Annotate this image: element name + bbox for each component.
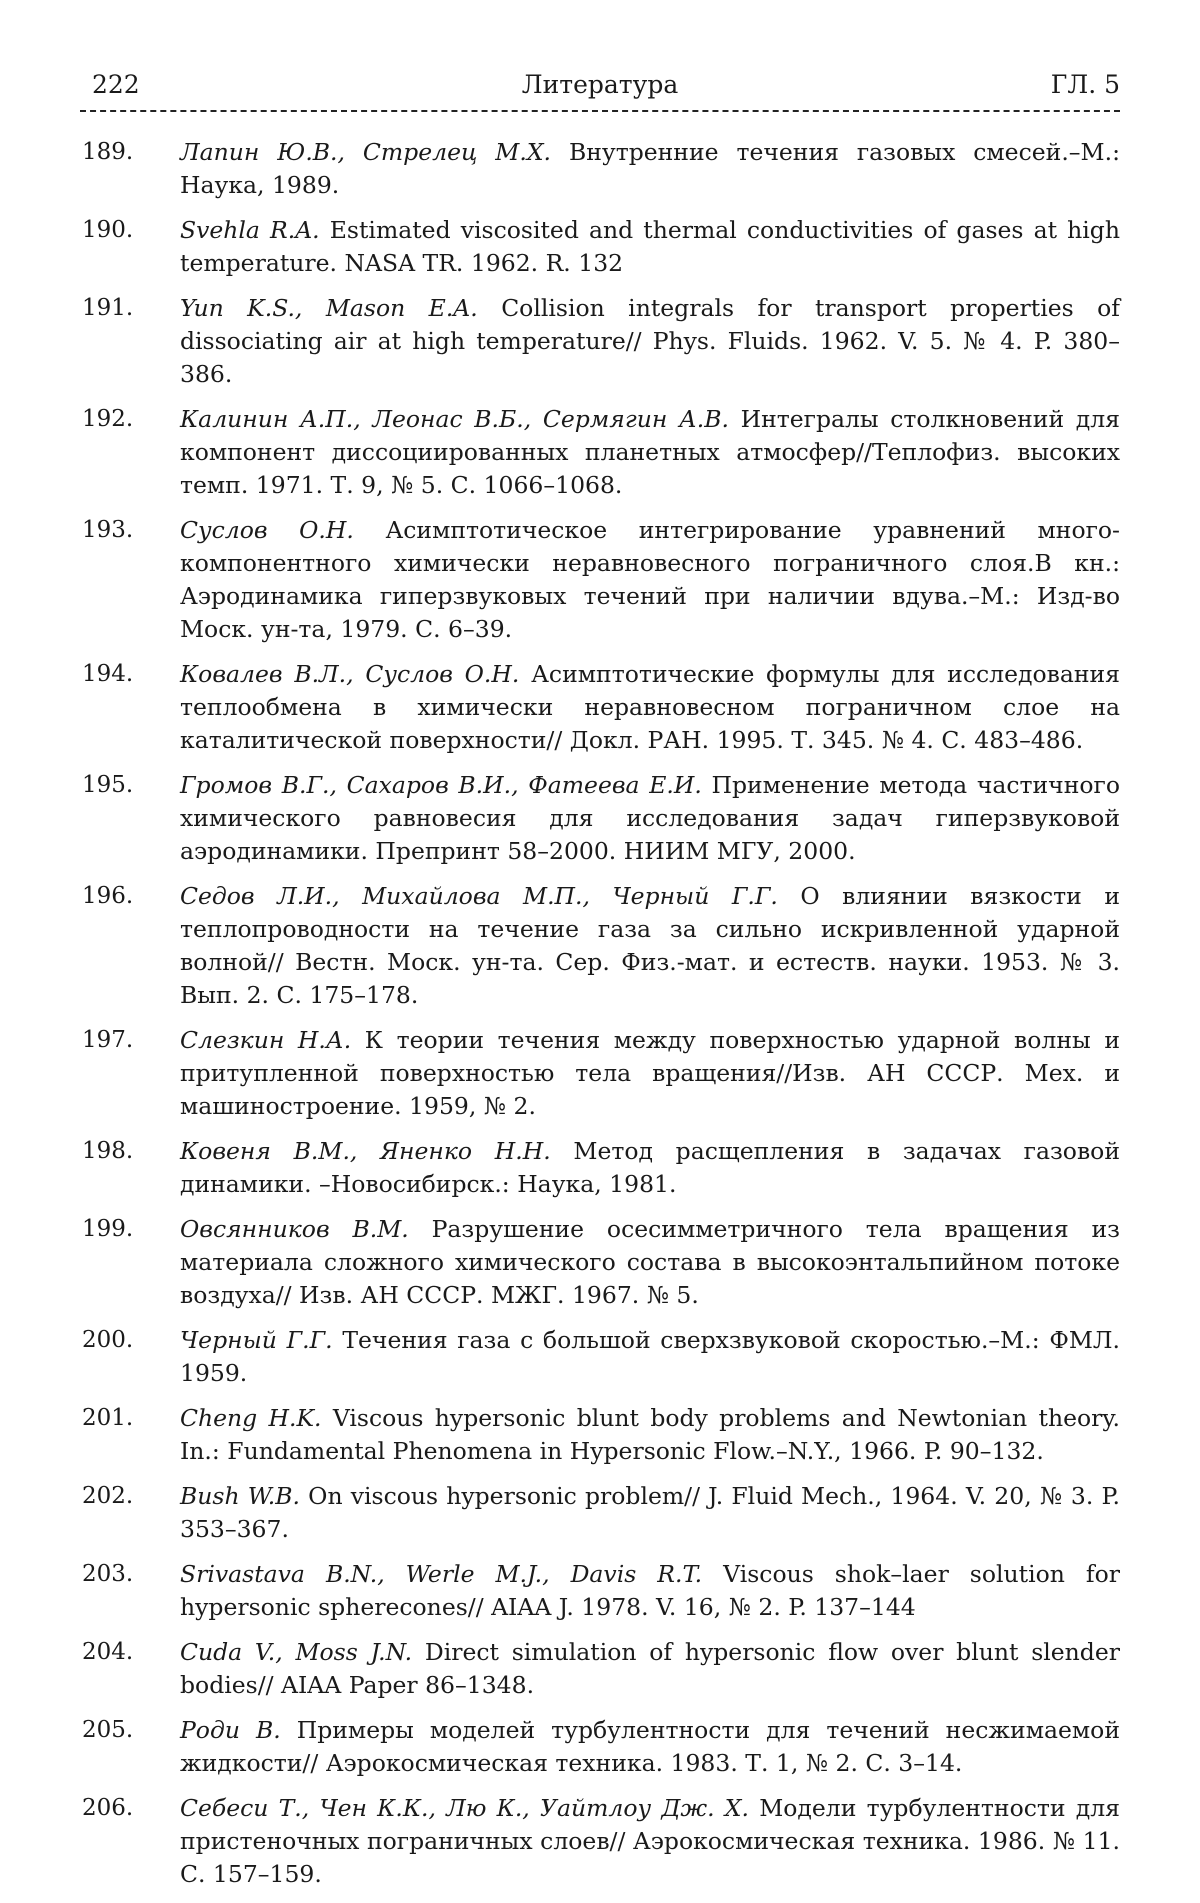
reference-number: 192. — [82, 406, 134, 432]
reference-body — [180, 658, 1120, 757]
reference-body — [180, 1714, 1120, 1780]
reference-number: 203. — [82, 1561, 134, 1587]
reference-text: Применение метода частичного химического равновесия для исследования задач гиперзвуковой аэродинамики. Препринт 58–2000. НИИМ МГУ, 2000. — [180, 771, 1120, 865]
reference-item — [80, 1636, 1120, 1702]
reference-text: Асимптотическое интегрирование уравнений много-компонентного химически неравновесного пограничного слоя.В кн.: Аэродинамика гиперзвуковых течений при наличии вдува.–М.: Изд-во Моск. ун-та, 1979. С. 6–39. — [180, 516, 1121, 643]
reference-number: 190. — [82, 217, 134, 243]
reference-number: 195. — [82, 772, 134, 798]
reference-text: Estimated viscosited and thermal conductivities of gases at high temperature. NASA TR. 1962. R. 132 — [180, 216, 1120, 277]
reference-text: Viscous shok–laer solution for hypersonic spherecones// AIAA J. 1978. V. 16, № 2. P. 137–144 — [180, 1560, 1120, 1621]
reference-number: 194. — [82, 661, 134, 687]
reference-body — [180, 1558, 1120, 1624]
reference-text: Collision integrals for transport properties of dissociating air at high temperature// Phys. Fluids. 1962. V. 5. № 4. P. 380–386. — [180, 294, 1120, 388]
reference-number: 189. — [82, 139, 134, 165]
reference-authors: Bush W.B. — [180, 1482, 301, 1510]
reference-item — [80, 1213, 1120, 1312]
reference-text: Внутренние течения газовых смесей.–М.: Наука, 1989. — [180, 138, 1120, 199]
reference-authors: Слезкин Н.А. — [180, 1026, 352, 1054]
reference-text: Direct simulation of hypersonic flow over blunt slender bodies// AIAA Paper 86–1348. — [180, 1638, 1120, 1699]
reference-text: О влиянии вязкости и теплопроводности на течение газа за сильно искривленной ударной волной// Вестн. Моск. ун-та. Сер. Физ.-мат. и естеств. науки. 1953. № 3. Вып. 2. С. 175–178. — [180, 882, 1120, 1009]
reference-item — [80, 658, 1120, 757]
reference-text: Примеры моделей турбулентности для течений несжимаемой жидкости// Аэрокосмическая техника. 1983. Т. 1, № 2. С. 3–14. — [180, 1716, 1120, 1777]
reference-body — [180, 292, 1120, 391]
reference-item — [80, 1402, 1120, 1468]
reference-list — [80, 136, 1120, 1891]
reference-number: 206. — [82, 1795, 134, 1821]
reference-body — [180, 769, 1120, 868]
reference-number: 196. — [82, 883, 134, 909]
reference-authors: Громов В.Г., Сахаров В.И., Фатеева Е.И. — [180, 771, 702, 799]
reference-body — [180, 214, 1120, 280]
reference-authors: Себеси Т., Чен К.К., Лю К., Уайтлоу Дж. Х. — [180, 1794, 750, 1822]
reference-body — [180, 880, 1120, 1012]
reference-authors: Svehla R.A. — [180, 216, 320, 244]
reference-body — [180, 1636, 1120, 1702]
reference-item — [80, 769, 1120, 868]
reference-body — [180, 1024, 1120, 1123]
reference-body — [180, 1213, 1120, 1312]
page-number: 222 — [92, 70, 140, 99]
reference-item — [80, 1714, 1120, 1780]
reference-item — [80, 1324, 1120, 1390]
reference-number: 204. — [82, 1639, 134, 1665]
reference-number: 200. — [82, 1327, 134, 1353]
reference-number: 193. — [82, 517, 134, 543]
page — [80, 70, 1120, 1903]
reference-text: Асимптотические формулы для исследования теплообмена в химически неравновесном пограничном слое на каталитической поверхности// Докл. РАН. 1995. Т. 345. № 4. С. 483–486. — [180, 660, 1120, 754]
reference-body — [180, 1792, 1120, 1891]
reference-number: 197. — [82, 1027, 134, 1053]
reference-item — [80, 403, 1120, 502]
reference-item — [80, 1558, 1120, 1624]
reference-number: 198. — [82, 1138, 134, 1164]
reference-authors: Овсянников В.М. — [180, 1215, 409, 1243]
reference-authors: Ковеня В.М., Яненко Н.Н. — [180, 1137, 551, 1165]
reference-authors: Калинин А.П., Леонас В.Б., Сермягин А.В. — [180, 405, 729, 433]
reference-body — [180, 1135, 1120, 1201]
reference-number: 202. — [82, 1483, 134, 1509]
reference-text: Разрушение осесимметричного тела вращения из материала сложного химического состава в высокоэнтальпийном потоке воздуха// Изв. АН СССР. МЖГ. 1967. № 5. — [180, 1215, 1120, 1309]
reference-item — [80, 1480, 1120, 1546]
reference-body — [180, 403, 1120, 502]
reference-item — [80, 1792, 1120, 1891]
reference-number: 201. — [82, 1405, 134, 1431]
reference-item — [80, 214, 1120, 280]
reference-item — [80, 292, 1120, 391]
reference-authors: Лапин Ю.В., Стрелец М.Х. — [180, 138, 552, 166]
reference-text: Интегралы столкновений для компонент диссоциированных планетных атмосфер//Теплофиз. высоких темп. 1971. Т. 9, № 5. С. 1066–1068. — [180, 405, 1120, 499]
reference-body — [180, 1402, 1120, 1468]
reference-authors: Yun K.S., Mason E.A. — [180, 294, 478, 322]
reference-authors: Роди В. — [180, 1716, 281, 1744]
reference-body — [180, 1480, 1120, 1546]
reference-authors: Cuda V., Moss J.N. — [180, 1638, 413, 1666]
reference-item — [80, 514, 1120, 646]
reference-text: Течения газа с большой сверхзвуковой скоростью.–М.: ФМЛ. 1959. — [180, 1326, 1120, 1387]
reference-number: 191. — [82, 295, 134, 321]
reference-item — [80, 1135, 1120, 1201]
reference-body — [180, 514, 1120, 646]
reference-authors: Суслов О.Н. — [180, 516, 354, 544]
reference-authors: Cheng H.K. — [180, 1404, 322, 1432]
reference-text: On viscous hypersonic problem// J. Fluid Mech., 1964. V. 20, № 3. P. 353–367. — [180, 1482, 1120, 1543]
page-title: Литература — [521, 70, 679, 99]
reference-text: Метод расщепления в задачах газовой динамики. –Новосибирск.: Наука, 1981. — [180, 1137, 1120, 1198]
reference-body — [180, 136, 1120, 202]
reference-text: К теории течения между поверхностью ударной волны и притупленной поверхностью тела вращения//Изв. АН СССР. Мех. и машиностроение. 1959, № 2. — [180, 1026, 1120, 1120]
reference-authors: Ковалев В.Л., Суслов О.Н. — [180, 660, 520, 688]
reference-text: Viscous hypersonic blunt body problems and Newtonian theory. In.: Fundamental Phenomena in Hypersonic Flow.–N.Y., 1966. P. 90–132. — [180, 1404, 1120, 1465]
reference-item — [80, 880, 1120, 1012]
reference-number: 199. — [82, 1216, 134, 1242]
reference-number: 205. — [82, 1717, 134, 1743]
reference-authors: Srivastava B.N., Werle M.J., Davis R.T. — [180, 1560, 703, 1588]
reference-authors: Седов Л.И., Михайлова М.П., Черный Г.Г. — [180, 882, 778, 910]
reference-item — [80, 1024, 1120, 1123]
reference-body — [180, 1324, 1120, 1390]
reference-text: Модели турбулентности для пристеночных пограничных слоев// Аэрокосмическая техника. 1986. № 11. С. 157–159. — [180, 1794, 1120, 1888]
chapter-label: ГЛ. 5 — [1050, 70, 1120, 99]
reference-item — [80, 136, 1120, 202]
reference-authors: Черный Г.Г. — [180, 1326, 333, 1354]
running-header — [80, 70, 1120, 112]
